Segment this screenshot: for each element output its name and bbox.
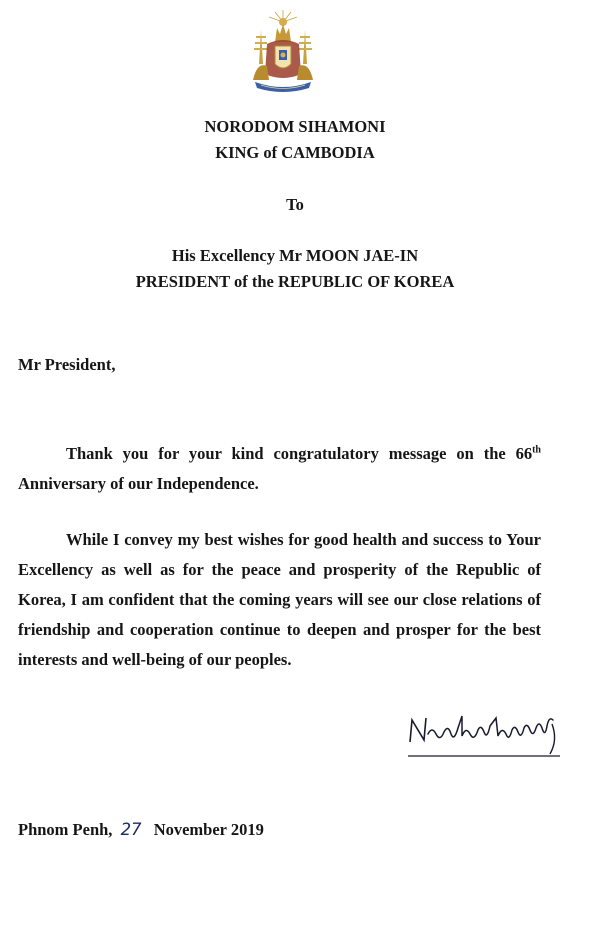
handwritten-day: 27 [120, 820, 142, 839]
month-year: November 2019 [153, 820, 264, 839]
sender-block [0, 114, 590, 166]
recipient-title: PRESIDENT of the REPUBLIC OF KOREA [135, 272, 455, 291]
to-label: To [286, 195, 304, 214]
sender-title: KING of CAMBODIA [215, 143, 375, 162]
salutation: Mr President, [18, 355, 116, 374]
royal-arms-of-cambodia-icon [239, 8, 327, 96]
place: Phnom Penh, [18, 820, 113, 839]
paragraph-thanks [18, 439, 541, 499]
recipient-name: His Excellency Mr MOON JAE-IN [171, 246, 419, 265]
ordinal-suffix: th [532, 444, 541, 456]
sender-name: NORODOM SIHAMONI [204, 117, 386, 136]
paragraph-wishes: While I convey my best wishes for good health and success to Your Excellency as well as for the peace and prosperity of the Republic of Korea, I am confident that the coming years will see our close relations of friendship and cooperation continue to deepen and prosper for the best interests and well-being of our peoples. [18, 530, 541, 669]
date-line [18, 820, 264, 840]
paragraph-thanks-text: Thank you for your kind congratulatory message on the 66 [66, 444, 533, 463]
paragraph-thanks-end: Anniversary of our Independence. [18, 474, 259, 493]
recipient-block [0, 243, 590, 295]
handwritten-signature-icon [402, 712, 564, 768]
